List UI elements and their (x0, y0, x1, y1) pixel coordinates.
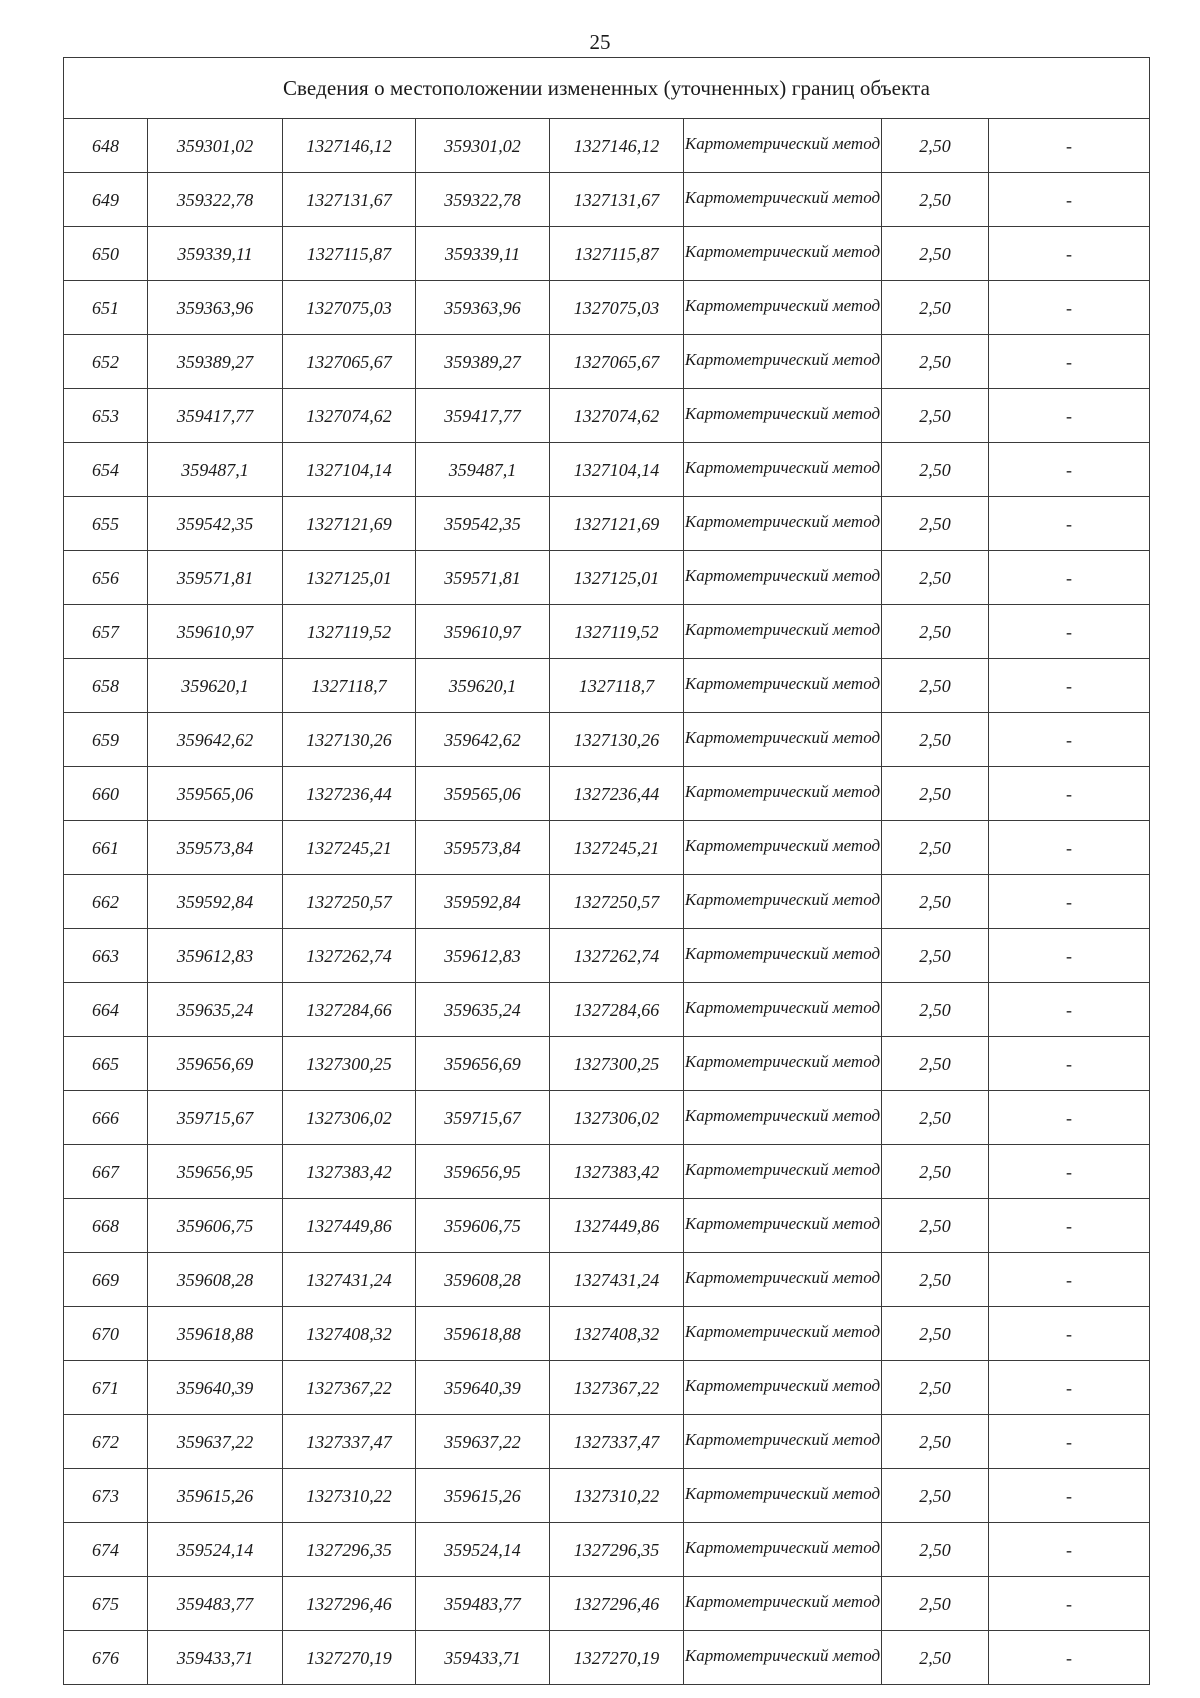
precision-cell: 2,50 (882, 1469, 989, 1523)
y-coordinate-existing-cell: 1327119,52 (283, 605, 416, 659)
x-coordinate-new-cell: 359565,06 (416, 767, 550, 821)
y-coordinate-new-cell: 1327125,01 (550, 551, 684, 605)
point-number-cell: 663 (64, 929, 148, 983)
point-number-cell: 655 (64, 497, 148, 551)
x-coordinate-existing-cell: 359487,1 (148, 443, 283, 497)
description-cell: - (989, 1307, 1150, 1361)
x-coordinate-new-cell: 359417,77 (416, 389, 550, 443)
table-row (64, 173, 1150, 227)
precision-cell: 2,50 (882, 173, 989, 227)
description-cell: - (989, 659, 1150, 713)
method-cell: Картометрический метод (684, 389, 882, 443)
y-coordinate-new-cell: 1327408,32 (550, 1307, 684, 1361)
description-cell: - (989, 497, 1150, 551)
y-coordinate-new-cell: 1327383,42 (550, 1145, 684, 1199)
x-coordinate-new-cell: 359615,26 (416, 1469, 550, 1523)
method-cell: Картометрический метод (684, 929, 882, 983)
x-coordinate-existing-cell: 359433,71 (148, 1631, 283, 1685)
description-cell: - (989, 1037, 1150, 1091)
point-number-cell: 654 (64, 443, 148, 497)
x-coordinate-existing-cell: 359592,84 (148, 875, 283, 929)
x-coordinate-existing-cell: 359322,78 (148, 173, 283, 227)
table-row (64, 1577, 1150, 1631)
y-coordinate-existing-cell: 1327296,46 (283, 1577, 416, 1631)
y-coordinate-new-cell: 1327296,35 (550, 1523, 684, 1577)
y-coordinate-new-cell: 1327121,69 (550, 497, 684, 551)
table-row (64, 1523, 1150, 1577)
precision-cell: 2,50 (882, 1253, 989, 1307)
table-row (64, 389, 1150, 443)
method-cell: Картометрический метод (684, 1037, 882, 1091)
point-number-cell: 666 (64, 1091, 148, 1145)
precision-cell: 2,50 (882, 1577, 989, 1631)
y-coordinate-new-cell: 1327262,74 (550, 929, 684, 983)
table-row (64, 281, 1150, 335)
method-cell: Картометрический метод (684, 1361, 882, 1415)
point-number-cell: 667 (64, 1145, 148, 1199)
precision-cell: 2,50 (882, 1037, 989, 1091)
table-row (64, 713, 1150, 767)
y-coordinate-existing-cell: 1327306,02 (283, 1091, 416, 1145)
point-number-cell: 652 (64, 335, 148, 389)
x-coordinate-existing-cell: 359339,11 (148, 227, 283, 281)
x-coordinate-existing-cell: 359656,95 (148, 1145, 283, 1199)
method-cell: Картометрический метод (684, 1469, 882, 1523)
precision-cell: 2,50 (882, 1199, 989, 1253)
table-row (64, 1361, 1150, 1415)
description-cell: - (989, 389, 1150, 443)
table-row (64, 929, 1150, 983)
table-row (64, 443, 1150, 497)
x-coordinate-existing-cell: 359389,27 (148, 335, 283, 389)
method-cell: Картометрический метод (684, 1199, 882, 1253)
precision-cell: 2,50 (882, 119, 989, 173)
description-cell: - (989, 281, 1150, 335)
description-cell: - (989, 713, 1150, 767)
x-coordinate-new-cell: 359571,81 (416, 551, 550, 605)
table-row (64, 605, 1150, 659)
x-coordinate-new-cell: 359542,35 (416, 497, 550, 551)
precision-cell: 2,50 (882, 821, 989, 875)
page-number: 25 (589, 30, 611, 54)
x-coordinate-new-cell: 359592,84 (416, 875, 550, 929)
description-cell: - (989, 875, 1150, 929)
x-coordinate-new-cell: 359637,22 (416, 1415, 550, 1469)
y-coordinate-existing-cell: 1327408,32 (283, 1307, 416, 1361)
x-coordinate-existing-cell: 359618,88 (148, 1307, 283, 1361)
y-coordinate-existing-cell: 1327115,87 (283, 227, 416, 281)
point-number-cell: 659 (64, 713, 148, 767)
description-cell: - (989, 1199, 1150, 1253)
y-coordinate-new-cell: 1327300,25 (550, 1037, 684, 1091)
y-coordinate-new-cell: 1327431,24 (550, 1253, 684, 1307)
description-cell: - (989, 119, 1150, 173)
description-cell: - (989, 1577, 1150, 1631)
x-coordinate-new-cell: 359715,67 (416, 1091, 550, 1145)
table-row (64, 659, 1150, 713)
precision-cell: 2,50 (882, 875, 989, 929)
x-coordinate-new-cell: 359433,71 (416, 1631, 550, 1685)
x-coordinate-new-cell: 359483,77 (416, 1577, 550, 1631)
point-number-cell: 670 (64, 1307, 148, 1361)
x-coordinate-existing-cell: 359565,06 (148, 767, 283, 821)
method-cell: Картометрический метод (684, 1523, 882, 1577)
table-row (64, 1037, 1150, 1091)
y-coordinate-existing-cell: 1327270,19 (283, 1631, 416, 1685)
point-number-cell: 662 (64, 875, 148, 929)
x-coordinate-new-cell: 359642,62 (416, 713, 550, 767)
y-coordinate-existing-cell: 1327262,74 (283, 929, 416, 983)
x-coordinate-new-cell: 359487,1 (416, 443, 550, 497)
table-row (64, 1253, 1150, 1307)
point-number-cell: 674 (64, 1523, 148, 1577)
precision-cell: 2,50 (882, 1307, 989, 1361)
table-row (64, 551, 1150, 605)
precision-cell: 2,50 (882, 767, 989, 821)
y-coordinate-new-cell: 1327104,14 (550, 443, 684, 497)
precision-cell: 2,50 (882, 1145, 989, 1199)
y-coordinate-existing-cell: 1327310,22 (283, 1469, 416, 1523)
y-coordinate-existing-cell: 1327131,67 (283, 173, 416, 227)
point-number-cell: 669 (64, 1253, 148, 1307)
y-coordinate-new-cell: 1327449,86 (550, 1199, 684, 1253)
x-coordinate-existing-cell: 359615,26 (148, 1469, 283, 1523)
x-coordinate-existing-cell: 359524,14 (148, 1523, 283, 1577)
x-coordinate-new-cell: 359635,24 (416, 983, 550, 1037)
x-coordinate-new-cell: 359301,02 (416, 119, 550, 173)
point-number-cell: 671 (64, 1361, 148, 1415)
point-number-cell: 648 (64, 119, 148, 173)
table-title-row (64, 58, 1150, 119)
x-coordinate-new-cell: 359606,75 (416, 1199, 550, 1253)
x-coordinate-new-cell: 359610,97 (416, 605, 550, 659)
precision-cell: 2,50 (882, 551, 989, 605)
precision-cell: 2,50 (882, 389, 989, 443)
table-body (64, 58, 1150, 1685)
point-number-cell: 649 (64, 173, 148, 227)
point-number-cell: 661 (64, 821, 148, 875)
table-row (64, 1145, 1150, 1199)
description-cell: - (989, 767, 1150, 821)
precision-cell: 2,50 (882, 1415, 989, 1469)
precision-cell: 2,50 (882, 983, 989, 1037)
description-cell: - (989, 1091, 1150, 1145)
y-coordinate-new-cell: 1327296,46 (550, 1577, 684, 1631)
table-row (64, 1631, 1150, 1685)
y-coordinate-new-cell: 1327310,22 (550, 1469, 684, 1523)
y-coordinate-existing-cell: 1327383,42 (283, 1145, 416, 1199)
description-cell: - (989, 551, 1150, 605)
point-number-cell: 673 (64, 1469, 148, 1523)
y-coordinate-new-cell: 1327131,67 (550, 173, 684, 227)
point-number-cell: 650 (64, 227, 148, 281)
y-coordinate-existing-cell: 1327236,44 (283, 767, 416, 821)
x-coordinate-new-cell: 359656,69 (416, 1037, 550, 1091)
x-coordinate-new-cell: 359339,11 (416, 227, 550, 281)
method-cell: Картометрический метод (684, 1631, 882, 1685)
table-row (64, 1199, 1150, 1253)
table-row (64, 227, 1150, 281)
precision-cell: 2,50 (882, 443, 989, 497)
y-coordinate-new-cell: 1327270,19 (550, 1631, 684, 1685)
method-cell: Картометрический метод (684, 1307, 882, 1361)
precision-cell: 2,50 (882, 1091, 989, 1145)
table-row (64, 1307, 1150, 1361)
method-cell: Картометрический метод (684, 1091, 882, 1145)
method-cell: Картометрический метод (684, 767, 882, 821)
y-coordinate-existing-cell: 1327075,03 (283, 281, 416, 335)
x-coordinate-new-cell: 359640,39 (416, 1361, 550, 1415)
x-coordinate-existing-cell: 359608,28 (148, 1253, 283, 1307)
point-number-cell: 664 (64, 983, 148, 1037)
y-coordinate-new-cell: 1327130,26 (550, 713, 684, 767)
y-coordinate-existing-cell: 1327284,66 (283, 983, 416, 1037)
precision-cell: 2,50 (882, 227, 989, 281)
description-cell: - (989, 1523, 1150, 1577)
point-number-cell: 672 (64, 1415, 148, 1469)
x-coordinate-new-cell: 359363,96 (416, 281, 550, 335)
y-coordinate-existing-cell: 1327245,21 (283, 821, 416, 875)
description-cell: - (989, 1361, 1150, 1415)
description-cell: - (989, 605, 1150, 659)
description-cell: - (989, 929, 1150, 983)
method-cell: Картометрический метод (684, 443, 882, 497)
table-row (64, 1469, 1150, 1523)
y-coordinate-new-cell: 1327284,66 (550, 983, 684, 1037)
method-cell: Картометрический метод (684, 1253, 882, 1307)
precision-cell: 2,50 (882, 1361, 989, 1415)
x-coordinate-new-cell: 359389,27 (416, 335, 550, 389)
precision-cell: 2,50 (882, 929, 989, 983)
y-coordinate-existing-cell: 1327065,67 (283, 335, 416, 389)
precision-cell: 2,50 (882, 335, 989, 389)
y-coordinate-existing-cell: 1327118,7 (283, 659, 416, 713)
method-cell: Картометрический метод (684, 605, 882, 659)
y-coordinate-new-cell: 1327367,22 (550, 1361, 684, 1415)
x-coordinate-existing-cell: 359715,67 (148, 1091, 283, 1145)
x-coordinate-existing-cell: 359635,24 (148, 983, 283, 1037)
description-cell: - (989, 443, 1150, 497)
x-coordinate-new-cell: 359608,28 (416, 1253, 550, 1307)
y-coordinate-existing-cell: 1327104,14 (283, 443, 416, 497)
x-coordinate-existing-cell: 359571,81 (148, 551, 283, 605)
y-coordinate-existing-cell: 1327121,69 (283, 497, 416, 551)
y-coordinate-existing-cell: 1327146,12 (283, 119, 416, 173)
y-coordinate-existing-cell: 1327074,62 (283, 389, 416, 443)
table-row (64, 119, 1150, 173)
method-cell: Картометрический метод (684, 281, 882, 335)
x-coordinate-existing-cell: 359483,77 (148, 1577, 283, 1631)
table-title: Сведения о местоположении измененных (уточненных) границ объекта (64, 58, 1150, 119)
x-coordinate-new-cell: 359618,88 (416, 1307, 550, 1361)
description-cell: - (989, 173, 1150, 227)
x-coordinate-existing-cell: 359612,83 (148, 929, 283, 983)
table-row (64, 821, 1150, 875)
y-coordinate-existing-cell: 1327296,35 (283, 1523, 416, 1577)
y-coordinate-new-cell: 1327306,02 (550, 1091, 684, 1145)
y-coordinate-existing-cell: 1327337,47 (283, 1415, 416, 1469)
method-cell: Картометрический метод (684, 227, 882, 281)
description-cell: - (989, 1469, 1150, 1523)
table-row (64, 335, 1150, 389)
y-coordinate-new-cell: 1327236,44 (550, 767, 684, 821)
y-coordinate-new-cell: 1327119,52 (550, 605, 684, 659)
y-coordinate-new-cell: 1327245,21 (550, 821, 684, 875)
y-coordinate-new-cell: 1327337,47 (550, 1415, 684, 1469)
point-number-cell: 668 (64, 1199, 148, 1253)
description-cell: - (989, 227, 1150, 281)
x-coordinate-existing-cell: 359620,1 (148, 659, 283, 713)
y-coordinate-existing-cell: 1327300,25 (283, 1037, 416, 1091)
method-cell: Картометрический метод (684, 551, 882, 605)
table-row (64, 875, 1150, 929)
x-coordinate-new-cell: 359573,84 (416, 821, 550, 875)
x-coordinate-existing-cell: 359417,77 (148, 389, 283, 443)
y-coordinate-existing-cell: 1327449,86 (283, 1199, 416, 1253)
description-cell: - (989, 335, 1150, 389)
x-coordinate-existing-cell: 359542,35 (148, 497, 283, 551)
y-coordinate-existing-cell: 1327431,24 (283, 1253, 416, 1307)
y-coordinate-existing-cell: 1327125,01 (283, 551, 416, 605)
precision-cell: 2,50 (882, 605, 989, 659)
table-row (64, 497, 1150, 551)
y-coordinate-existing-cell: 1327130,26 (283, 713, 416, 767)
x-coordinate-existing-cell: 359606,75 (148, 1199, 283, 1253)
method-cell: Картометрический метод (684, 821, 882, 875)
table-row (64, 767, 1150, 821)
point-number-cell: 651 (64, 281, 148, 335)
description-cell: - (989, 983, 1150, 1037)
table-row (64, 1415, 1150, 1469)
table-row (64, 1091, 1150, 1145)
table-row (64, 983, 1150, 1037)
y-coordinate-new-cell: 1327250,57 (550, 875, 684, 929)
y-coordinate-new-cell: 1327074,62 (550, 389, 684, 443)
description-cell: - (989, 1253, 1150, 1307)
x-coordinate-new-cell: 359322,78 (416, 173, 550, 227)
method-cell: Картометрический метод (684, 1415, 882, 1469)
x-coordinate-new-cell: 359524,14 (416, 1523, 550, 1577)
description-cell: - (989, 821, 1150, 875)
method-cell: Картометрический метод (684, 659, 882, 713)
precision-cell: 2,50 (882, 1631, 989, 1685)
point-number-cell: 675 (64, 1577, 148, 1631)
precision-cell: 2,50 (882, 497, 989, 551)
precision-cell: 2,50 (882, 659, 989, 713)
point-number-cell: 676 (64, 1631, 148, 1685)
point-number-cell: 658 (64, 659, 148, 713)
point-number-cell: 660 (64, 767, 148, 821)
method-cell: Картометрический метод (684, 497, 882, 551)
x-coordinate-new-cell: 359612,83 (416, 929, 550, 983)
method-cell: Картометрический метод (684, 713, 882, 767)
description-cell: - (989, 1631, 1150, 1685)
x-coordinate-existing-cell: 359363,96 (148, 281, 283, 335)
point-number-cell: 665 (64, 1037, 148, 1091)
precision-cell: 2,50 (882, 713, 989, 767)
method-cell: Картометрический метод (684, 1145, 882, 1199)
y-coordinate-new-cell: 1327146,12 (550, 119, 684, 173)
x-coordinate-existing-cell: 359610,97 (148, 605, 283, 659)
method-cell: Картометрический метод (684, 119, 882, 173)
y-coordinate-existing-cell: 1327367,22 (283, 1361, 416, 1415)
description-cell: - (989, 1145, 1150, 1199)
y-coordinate-new-cell: 1327115,87 (550, 227, 684, 281)
method-cell: Картометрический метод (684, 335, 882, 389)
x-coordinate-existing-cell: 359656,69 (148, 1037, 283, 1091)
description-cell: - (989, 1415, 1150, 1469)
point-number-cell: 656 (64, 551, 148, 605)
method-cell: Картометрический метод (684, 173, 882, 227)
y-coordinate-new-cell: 1327075,03 (550, 281, 684, 335)
x-coordinate-existing-cell: 359301,02 (148, 119, 283, 173)
method-cell: Картометрический метод (684, 875, 882, 929)
method-cell: Картометрический метод (684, 1577, 882, 1631)
precision-cell: 2,50 (882, 1523, 989, 1577)
point-number-cell: 653 (64, 389, 148, 443)
method-cell: Картометрический метод (684, 983, 882, 1037)
x-coordinate-existing-cell: 359640,39 (148, 1361, 283, 1415)
point-number-cell: 657 (64, 605, 148, 659)
x-coordinate-existing-cell: 359573,84 (148, 821, 283, 875)
precision-cell: 2,50 (882, 281, 989, 335)
x-coordinate-new-cell: 359656,95 (416, 1145, 550, 1199)
x-coordinate-new-cell: 359620,1 (416, 659, 550, 713)
y-coordinate-new-cell: 1327065,67 (550, 335, 684, 389)
y-coordinate-new-cell: 1327118,7 (550, 659, 684, 713)
x-coordinate-existing-cell: 359642,62 (148, 713, 283, 767)
y-coordinate-existing-cell: 1327250,57 (283, 875, 416, 929)
boundary-coordinates-table (63, 57, 1150, 1685)
x-coordinate-existing-cell: 359637,22 (148, 1415, 283, 1469)
